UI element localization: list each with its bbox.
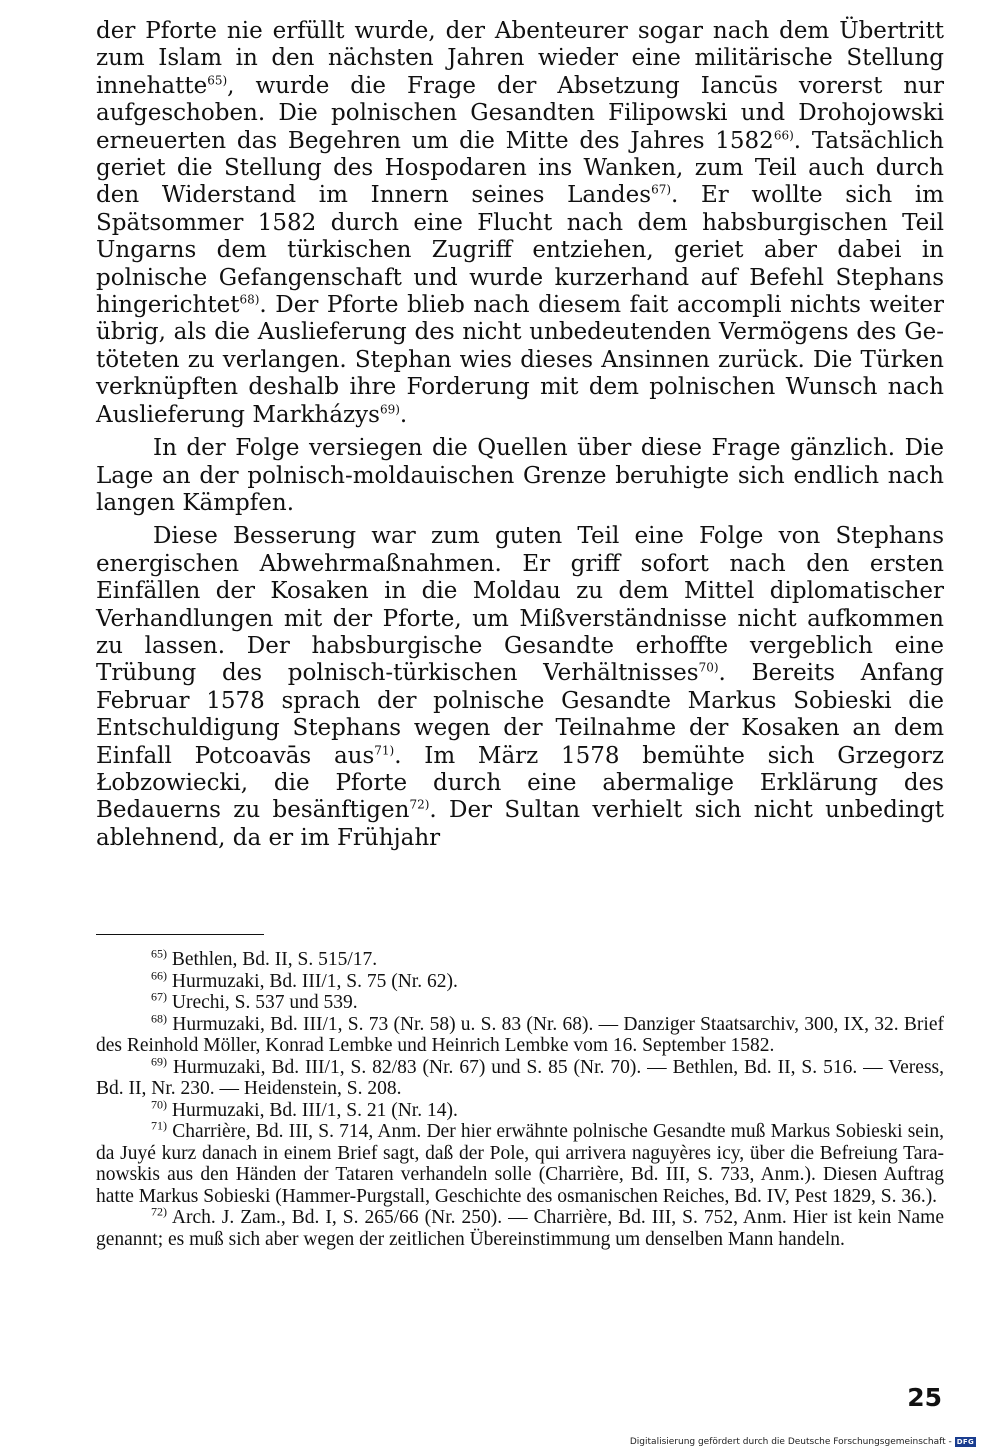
text-run: . Bereits Anfang Februar 1578 sprach der polnische Gesandte Markus Sobieski die Entschuldigung Stephans wegen der Teilnahme der Kosaken an dem Einfall Potcoavās aus: [96, 660, 944, 769]
footnote-ref: 66): [773, 127, 794, 142]
credit-text: Digitalisierung gefördert durch die Deutsche Forschungsgemeinschaft -: [629, 1437, 952, 1447]
main-text: [96, 18, 944, 852]
footnote-number: 70): [151, 1097, 167, 1111]
footnote-ref: 69): [379, 402, 400, 417]
footnote-number: 69): [151, 1054, 167, 1068]
footnote-ref: 65): [207, 73, 228, 88]
text-run: In der Folge versiegen die Quellen über diese Frage gänzlich. Die Lage an der polnisch-moldauischen Grenze beruhigte sich endlich nach langen Kämpfen.: [96, 435, 944, 516]
footnotes: [96, 946, 944, 1250]
footnote-text: Charrière, Bd. III, S. 714, Anm. Der hier erwähnte polnische Gesandte muß Markus Sobieski sein, da Juyé kurz danach in einem Brief sagt, daß der Pole, qui arrivera naguyères icy, über die Befreiung Taranowskis aus den Händen der Tataren verhandeln solle (Charrière, Bd. III, S. 733, Anm.). Diesen Auftrag hatte Markus Sobieski (Hammer-Purgstall, Geschichte des osmanischen Reiches, Bd. IV, Pest 1829, S. 36.).: [96, 1121, 944, 1207]
digitization-credit: [630, 1437, 976, 1447]
footnote-text: Hurmuzaki, Bd. III/1, S. 73 (Nr. 58) u. S. 83 (Nr. 68). — Danziger Staatsarchiv, 300, IX, 32. Brief des Reinhold Möller, Konrad Lembke und Heinrich Lembke vom 16. September 1582.: [96, 1013, 944, 1056]
text-run: der Pforte nie erfüllt wurde, der Abenteurer sogar nach dem Übertritt zum Islam in den nächsten Jahren wieder eine militärische Stellung innehatte: [96, 18, 944, 99]
footnote-ref: 68): [239, 292, 260, 307]
footnote-ref: 71): [374, 742, 395, 757]
text-run: .: [399, 401, 408, 428]
footnote-text: Bethlen, Bd. II, S. 515/17.: [167, 949, 378, 970]
footnote-text: Hurmuzaki, Bd. III/1, S. 21 (Nr. 14).: [167, 1099, 458, 1121]
text-run: . Der Pforte blieb nach diesem fait accompli nichts weiter übrig, als die Auslieferung des nicht unbedeutenden Vermögens des Getöteten zu verlangen. Stephan wies dieses Ansinnen zurück. Die Türken verknüpften deshalb ihre Forderung mit dem polnischen Wunsch nach Auslieferung Markházys: [96, 292, 944, 428]
footnote-number: 68): [151, 1011, 167, 1025]
footnote-ref: 67): [651, 182, 672, 197]
text-run: . Der Sultan verhielt sich nicht unbedingt ablehnend, da er im Frühjahr: [96, 797, 944, 851]
footnote: [96, 1097, 944, 1122]
footnote: [96, 1204, 944, 1250]
page-number: 25: [907, 1383, 942, 1412]
paragraph: [96, 523, 944, 852]
footnote-separator: [96, 934, 264, 935]
paragraph: [96, 435, 944, 517]
footnote-text: Urechi, S. 537 und 539.: [167, 992, 358, 1013]
footnote-text: Arch. J. Zam., Bd. I, S. 265/66 (Nr. 250). — Charrière, Bd. III, S. 752, Anm. Hier ist kein Name genannt; es muß sich aber wegen der zeitlichen Übereinstimmung um denselben Mann handeln.: [96, 1207, 944, 1250]
text-run: Diese Besserung war zum guten Teil eine Folge von Stephans energischen Abwehrmaßnahmen. Er griff sofort nach den ersten Einfällen der Kosaken in die Moldau zu dem Mittel diplomatischer Verhandlungen mit der Pforte, um Mißverständnisse nicht aufkommen zu lassen. Der habsburgische Gesandte erhoffte vergeblich eine Trübung des polnisch-türkischen Verhältnisses: [96, 523, 944, 687]
footnote: [96, 1011, 944, 1057]
text-run: . Tatsächlich geriet die Stellung des Hospodaren ins Wanken, zum Teil auch durch den Widerstand im Innern seines Landes: [96, 127, 944, 209]
footnote-number: 72): [151, 1204, 167, 1219]
footnote: [96, 946, 944, 971]
footnote: [96, 968, 944, 993]
paragraph: [96, 18, 944, 429]
dfg-logo: DFG: [956, 1438, 974, 1446]
footnote-text: Hurmuzaki, Bd. III/1, S. 75 (Nr. 62).: [167, 970, 458, 992]
footnote: [96, 1054, 944, 1100]
footnote-ref: 70): [698, 660, 719, 675]
footnote-number: 71): [151, 1118, 167, 1133]
text-run: , wurde die Frage der Absetzung Iancūs vorerst nur aufgeschoben. Die polnischen Gesandten Filipowski und Drohojowski erneuerten das Begehren um die Mitte des Jahres 1582: [96, 72, 944, 154]
footnote-text: Hurmuzaki, Bd. III/1, S. 82/83 (Nr. 67) und S. 85 (Nr. 70). — Bethlen, Bd. II, S. 516. — Veress, Bd. II, Nr. 230. — Heidenstein, S. 208.: [96, 1056, 944, 1099]
text-run: . Im März 1578 bemühte sich Grzegorz Łobzowiecki, die Pforte durch eine abermalige Erklärung des Bedauerns zu besänftigen: [96, 742, 944, 824]
text-run: . Er wollte sich im Spätsommer 1582 durch eine Flucht nach dem habsburgischen Teil Ungarns dem türkischen Zugriff entziehen, geriet aber dabei in polnische Gefangenschaft und wurde kurzerhand auf Befehl Stephans hingerichtet: [96, 182, 944, 319]
footnote: [96, 989, 944, 1014]
footnote: [96, 1118, 944, 1207]
footnote-number: 65): [151, 946, 167, 961]
footnote-ref: 72): [409, 797, 430, 812]
footnote-number: 66): [151, 968, 167, 982]
footnote-number: 67): [151, 989, 167, 1004]
